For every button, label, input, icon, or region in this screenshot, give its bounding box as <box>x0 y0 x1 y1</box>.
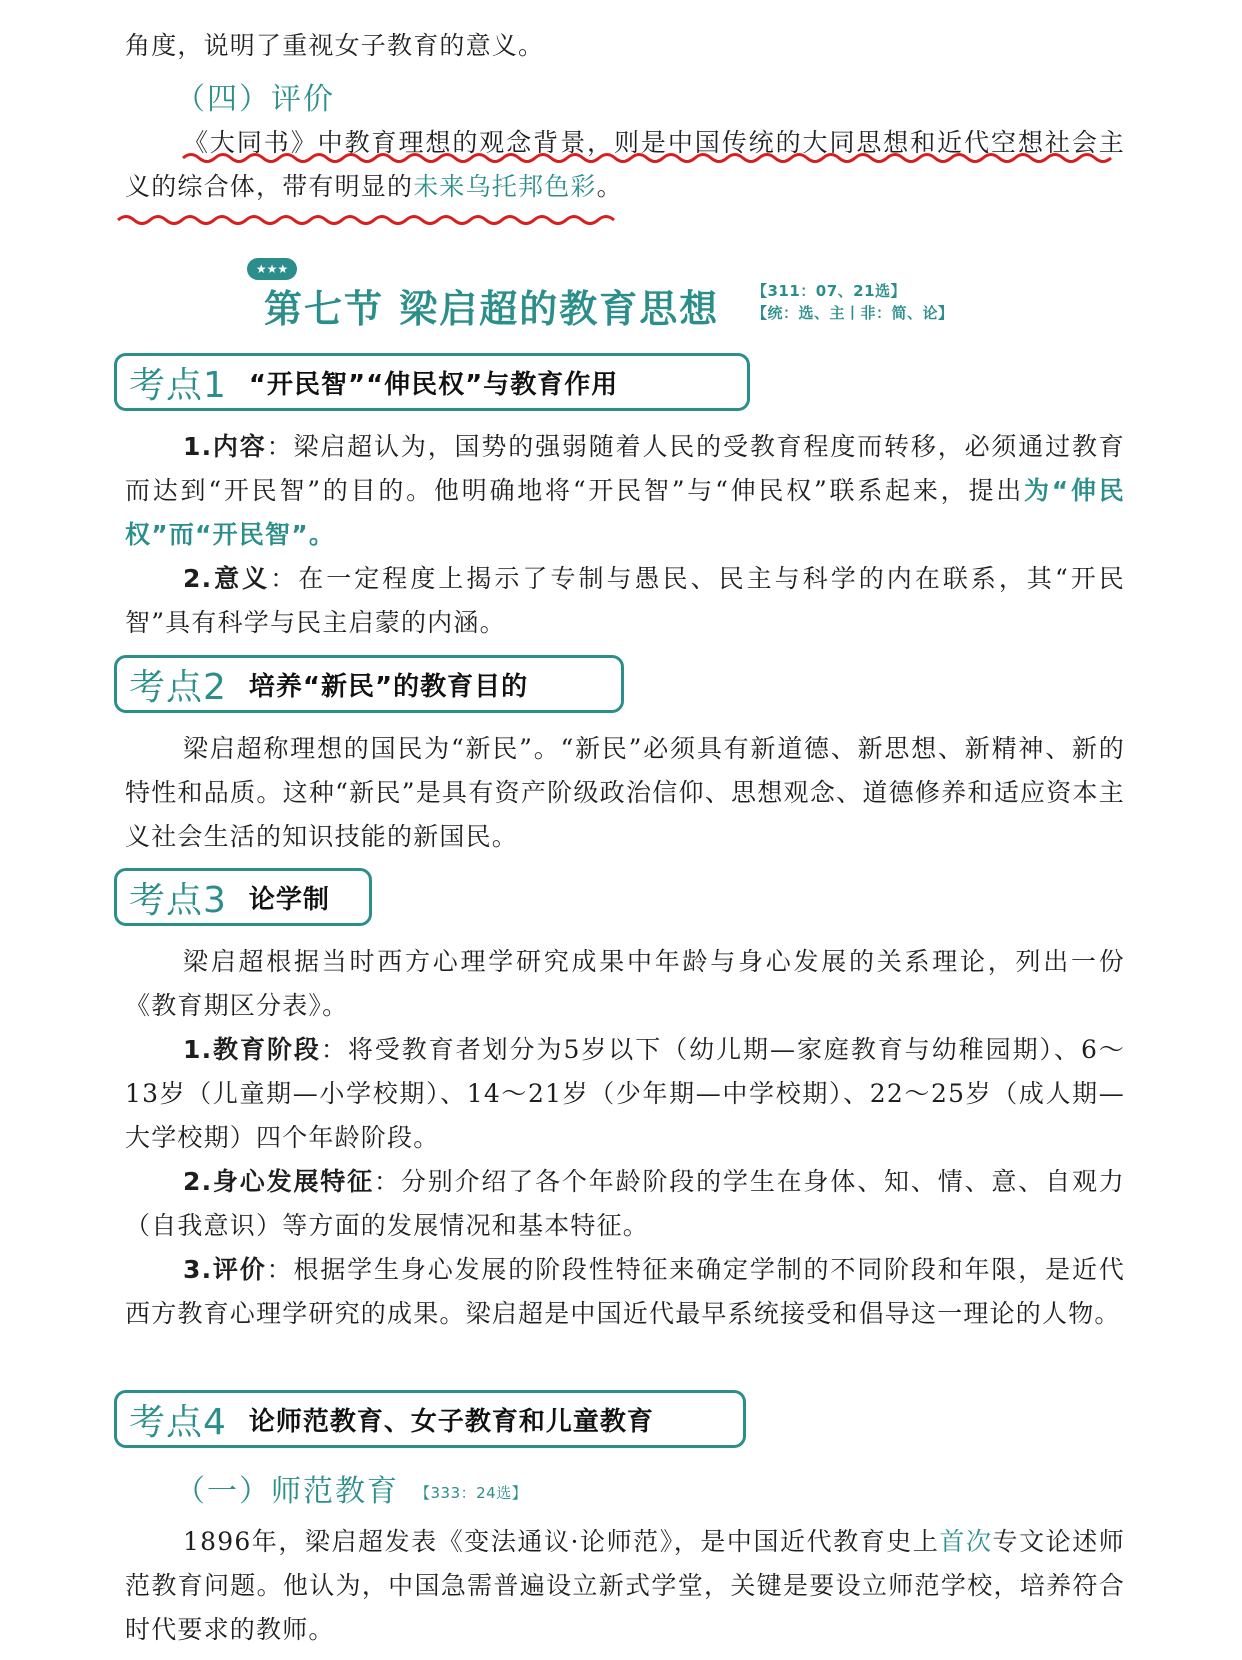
keypoint-3-intro: 梁启超根据当时西方心理学研究成果中年龄与身心发展的关系理论，列出一份《教育期区分表》。 <box>125 947 1125 1020</box>
first-time-highlight: 首次 <box>939 1527 993 1556</box>
keypoint-2-paragraph: 梁启超称理想的国民为“新民”。“新民”必须具有新道德、新思想、新精神、新的特性和品质。这种“新民”是具有资产阶级政治信仰、思想观念、道德修养和适应资本主义社会生活的知识技能的新国民。 <box>125 734 1125 851</box>
keypoint-3-features <box>125 1160 1125 1248</box>
keypoint-2-label: 考点2 <box>129 666 227 708</box>
red-underline-mark <box>0 0 1242 240</box>
significance-heading: 2.意义 <box>183 564 271 593</box>
evaluation-end: 。 <box>596 172 623 201</box>
significance-body: ：在一定程度上揭示了专制与愚民、民主与科学的内在联系，其“开民智”具有科学与民主启蒙的内涵。 <box>125 564 1126 637</box>
keypoint-1-title: “开民智”“伸民权”与教育作用 <box>248 369 619 400</box>
keypoint-4-label: 考点4 <box>129 1401 227 1443</box>
keypoint-4-title: 论师范教育、女子教育和儿童教育 <box>248 1406 654 1437</box>
stages-heading: 1.教育阶段 <box>183 1035 321 1064</box>
content-body: ：梁启超认为，国势的强弱随着人民的受教育程度而转移，必须通过教育而达到“开民智”的目的。他明确地将“开民智”与“伸民权”联系起来，提出 <box>125 432 1125 505</box>
subheading-normal-education <box>175 1466 527 1510</box>
keypoint-3-label: 考点3 <box>129 879 227 921</box>
normal-education-label: （一）师范教育 <box>175 1474 399 1509</box>
keypoint-2-header <box>114 655 624 713</box>
keypoint-4-header <box>114 1390 746 1448</box>
normal-education-paragraph <box>125 1520 1125 1652</box>
stages-body: ：将受教育者划分为5岁以下（幼儿期—家庭教育与幼稚园期）、6～13岁（儿童期—小学校期）、14～21岁（少年期—中学校期）、22～25岁（成人期—大学校期）四个年龄阶段。 <box>125 1035 1126 1152</box>
normal-education-text-b: 专文论述师范教育问题。他认为，中国急需普遍设立新式学堂，关键是要设立师范学校，培养符合时代要求的教师。 <box>125 1527 1125 1644</box>
keypoint-1-label: 考点1 <box>129 364 227 406</box>
features-heading: 2.身心发展特征 <box>183 1167 374 1196</box>
intro-line: 角度，说明了重视女子教育的意义。 <box>125 31 545 60</box>
keypoint-1-significance <box>125 557 1125 645</box>
keypoint-3-evaluation <box>125 1248 1125 1336</box>
features-body: ：分别介绍了各个年龄阶段的学生在身体、知、情、意、自观力（自我意识）等方面的发展情况和基本特征。 <box>125 1167 1125 1240</box>
section-tag-exam: 【311：07、21选】 <box>752 282 907 300</box>
section-tag-type: 【统：选、主丨非：简、论】 <box>752 304 954 322</box>
kp3-evaluation-heading: 3.评价 <box>183 1255 267 1284</box>
keypoint-1-header <box>114 353 750 411</box>
kp3-evaluation-body: ：根据学生身心发展的阶段性特征来确定学制的不同阶段和年限，是近代西方教育心理学研究的成果。梁启超是中国近代最早系统接受和倡导这一理论的人物。 <box>125 1255 1125 1328</box>
keypoint-3-stages <box>125 1028 1125 1160</box>
keypoint-2-title: 培养“新民”的教育目的 <box>248 671 529 702</box>
content-heading: 1.内容 <box>183 432 267 461</box>
keypoint-1-content <box>125 425 1125 557</box>
keypoint-3-title: 论学制 <box>248 884 330 915</box>
normal-education-text-a: 1896年，梁启超发表《变法通议·论师范》，是中国近代教育史上 <box>183 1527 940 1556</box>
normal-education-tag: 【333：24选】 <box>415 1484 528 1502</box>
section-title: 第七节 梁启超的教育思想 <box>264 287 720 331</box>
evaluation-text: 《大同书》中教育理想的观念背景，则是中国传统的大同思想和近代空想社会主义的综合体，带有明显的 <box>125 128 1125 201</box>
difficulty-stars-badge: ★★★ <box>247 258 297 280</box>
content-highlight: 为“伸民权”而“开民智”。 <box>125 476 1126 549</box>
keypoint-3-header <box>114 868 372 926</box>
evaluation-highlight: 未来乌托邦色彩 <box>413 172 597 201</box>
subheading-evaluation: （四）评价 <box>175 82 335 117</box>
